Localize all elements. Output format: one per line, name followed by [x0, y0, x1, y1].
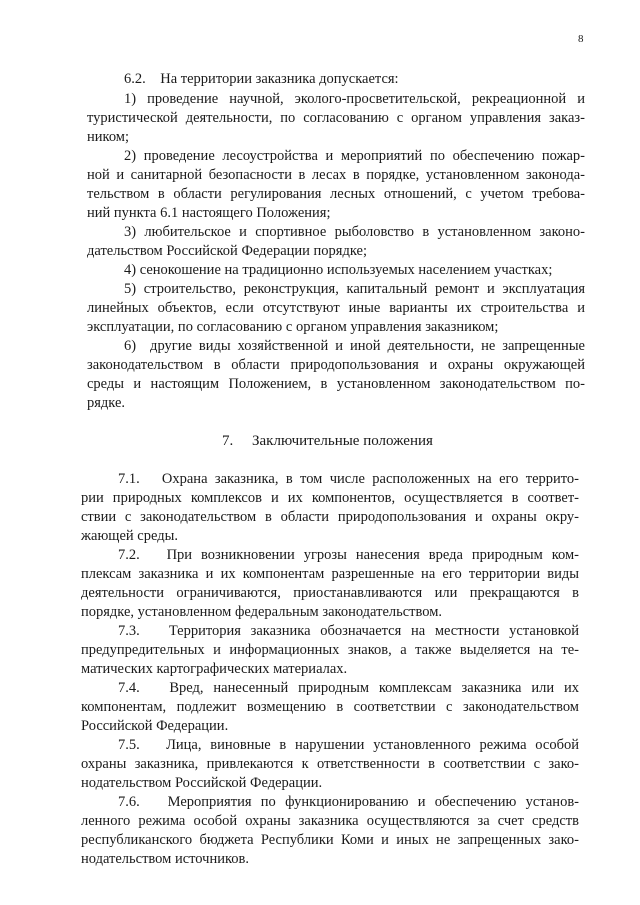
paragraph-line: жающей среды. [81, 528, 178, 544]
paragraph-line: линейных объектов, если отсутствуют иные варианты их строительства и [87, 300, 585, 316]
paragraph-line: ствии с законодательством в области природопользования и охраны окру- [81, 509, 579, 525]
paragraph-line: 2) проведение лесоустройства и мероприятий по обеспечению пожар- [124, 148, 585, 164]
paragraph-line: 7.3. Территория заказника обозначается на местности установкой [118, 623, 579, 639]
paragraph-line: деятельности ограничиваются, приостанавливаются или прекращаются в [81, 585, 579, 601]
paragraph-line: 7.2. При возникновении угрозы нанесения вреда природным ком- [118, 547, 579, 563]
paragraph-line: законодательством в области природопользования и охраны окружающей [87, 357, 585, 373]
page-number: 8 [578, 33, 584, 45]
paragraph-line: 1) проведение научной, эколого-просветительской, рекреационной и [124, 91, 585, 107]
paragraph-line: республиканского бюджета Республики Коми и иных не запрещенных зако- [81, 832, 579, 848]
paragraph-line: ленного режима особой охраны заказника осуществляются за счет средств [81, 813, 579, 829]
paragraph-line: предупредительных и информационных знаков, а также выделяется на те- [81, 642, 579, 658]
paragraph-line: охраны заказника, привлекаются к ответственности в соответствии с зако- [81, 756, 579, 772]
paragraph-line: порядке, установленном федеральным законодательством. [81, 604, 443, 620]
paragraph-line: ной и санитарной безопасности в лесах в порядке, установленном законода- [87, 167, 585, 183]
paragraph-line: дательством Российской Федерации порядке; [87, 243, 367, 259]
paragraph-line: 5) строительство, реконструкция, капитальный ремонт и эксплуатация [124, 281, 585, 297]
paragraph-line: 7.5. Лица, виновные в нарушении установленного режима особой [118, 737, 579, 753]
paragraph-line: туристической деятельности, по согласованию с органом управления заказ- [87, 110, 585, 126]
section-heading: 7. Заключительные положения [222, 433, 433, 449]
paragraph-line: 7.1. Охрана заказника, в том числе расположенных на его террито- [118, 471, 579, 487]
paragraph-line: Российской Федерации. [81, 718, 229, 734]
paragraph-line: 7.4. Вред, нанесенный природным комплексам заказника или их [118, 680, 579, 696]
paragraph-line: рии природных комплексов и их компонентов, осуществляется в соответ- [81, 490, 579, 506]
paragraph-line: нодательством источников. [81, 851, 250, 867]
paragraph-line: матических картографических материалах. [81, 661, 348, 677]
paragraph-line: плексам заказника и их компонентам разрешенные на его территории виды [81, 566, 579, 582]
paragraph-line: нодательством Российской Федерации. [81, 775, 323, 791]
paragraph-line: ний пункта 6.1 настоящего Положения; [87, 205, 331, 221]
paragraph-line: 6) другие виды хозяйственной и иной деятельности, не запрещенные [124, 338, 585, 354]
paragraph-line: 6.2. На территории заказника допускается: [124, 71, 399, 87]
paragraph-line: эксплуатации, по согласованию с органом управления заказником; [87, 319, 499, 335]
paragraph-line: среды и настоящим Положением, в установленном законодательством по- [87, 376, 585, 392]
paragraph-line: 3) любительское и спортивное рыболовство в установленном законо- [124, 224, 585, 240]
paragraph-line: 7.6. Мероприятия по функционированию и обеспечению установ- [118, 794, 579, 810]
paragraph-line: 4) сенокошение на традиционно используемых населением участках; [124, 262, 553, 278]
paragraph-line: ником; [87, 129, 130, 145]
paragraph-line: компонентам, подлежит возмещению в соответствии с законодательством [81, 699, 579, 715]
paragraph-line: рядке. [87, 395, 126, 411]
paragraph-line: тельством в области регулирования лесных отношений, с учетом требова- [87, 186, 585, 202]
